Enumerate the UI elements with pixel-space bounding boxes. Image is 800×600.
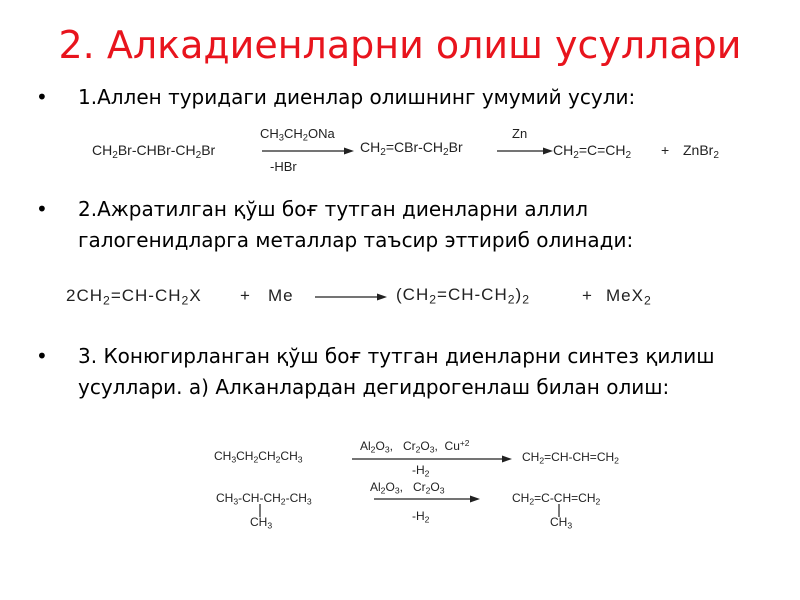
r2-reactant: $2CH_2=CH-CH_2X$ (66, 286, 202, 308)
r4-reagent-bottom: $-H_2$ (412, 509, 430, 525)
bullet-3-text: 3. Конюгирланган қўш боғ тутган диенларни синтез қилиш усуллари. а) Алканлардан дегидрогенлаш билан олиш: (78, 344, 715, 399)
r1-reagent-bottom: -HBr (270, 159, 297, 174)
r2-byproduct: MeX$_2$ (606, 286, 652, 308)
r4-product-branch: $CH_3$ (550, 515, 573, 531)
bullet-dot: • (36, 344, 48, 368)
reaction-arrow (497, 146, 553, 156)
r4-reactant-branch: $CH_3$ (250, 515, 273, 531)
reaction-arrow (352, 454, 512, 464)
r4-catalyst-top: $Al_2O_3$, $Cr_2O_3$ (370, 480, 445, 496)
r3-reactant: $CH_3CH_2CH_2CH_3$ (214, 449, 303, 465)
bullet-dot: • (36, 85, 48, 109)
bullet-3 (36, 341, 756, 403)
slide-title: 2. Алкадиенларни олиш усуллари (58, 23, 742, 67)
r1-product: $CH_2=C=CH_2$ (553, 142, 632, 161)
r1-plus: + (661, 142, 670, 158)
reaction-arrow (374, 494, 480, 504)
bullet-1-text: 1.Аллен туридаги диенлар олишнинг умумий усули: (78, 85, 636, 109)
r2-product: $(CH_2=CH-CH_2)_2$ (396, 285, 531, 307)
r1-intermediate: $CH_2=CBr-CH_2Br$ (360, 139, 463, 158)
reaction-arrow (262, 146, 354, 156)
bullet-2 (36, 194, 756, 256)
r1-reagent2-top: Zn (512, 126, 528, 141)
r1-byproduct: ZnBr$_2$ (683, 142, 719, 161)
r4-reactant-main: $CH_3-CH-CH_2-CH_3$ (216, 491, 312, 507)
r3-catalyst-top: $Al_2O_3$, $Cr_2O_3$, $Cu^{+2}$ (360, 437, 470, 455)
r1-reagent-top: $CH_3CH_2ONa$ (260, 126, 335, 143)
r1-reactant: $CH_2Br-CHBr-CH_2Br$ (92, 142, 216, 161)
r3-product: $CH_2=CH-CH=CH_2$ (522, 450, 619, 466)
r2-metal: Me (268, 286, 294, 305)
r3-reagent-bottom: $-H_2$ (412, 463, 430, 479)
r4-product-main: $CH_2=C-CH=CH_2$ (512, 491, 601, 507)
reaction-arrow (315, 292, 387, 302)
bullet-dot: • (36, 197, 48, 221)
bullet-1 (36, 82, 756, 113)
r2-plus2: + (582, 286, 592, 305)
bullet-2-text: 2.Ажратилган қўш боғ тутган диенларни аллил галогенидларга металлар таъсир эттириб олинади: (78, 197, 634, 252)
r2-plus1: + (240, 286, 250, 305)
